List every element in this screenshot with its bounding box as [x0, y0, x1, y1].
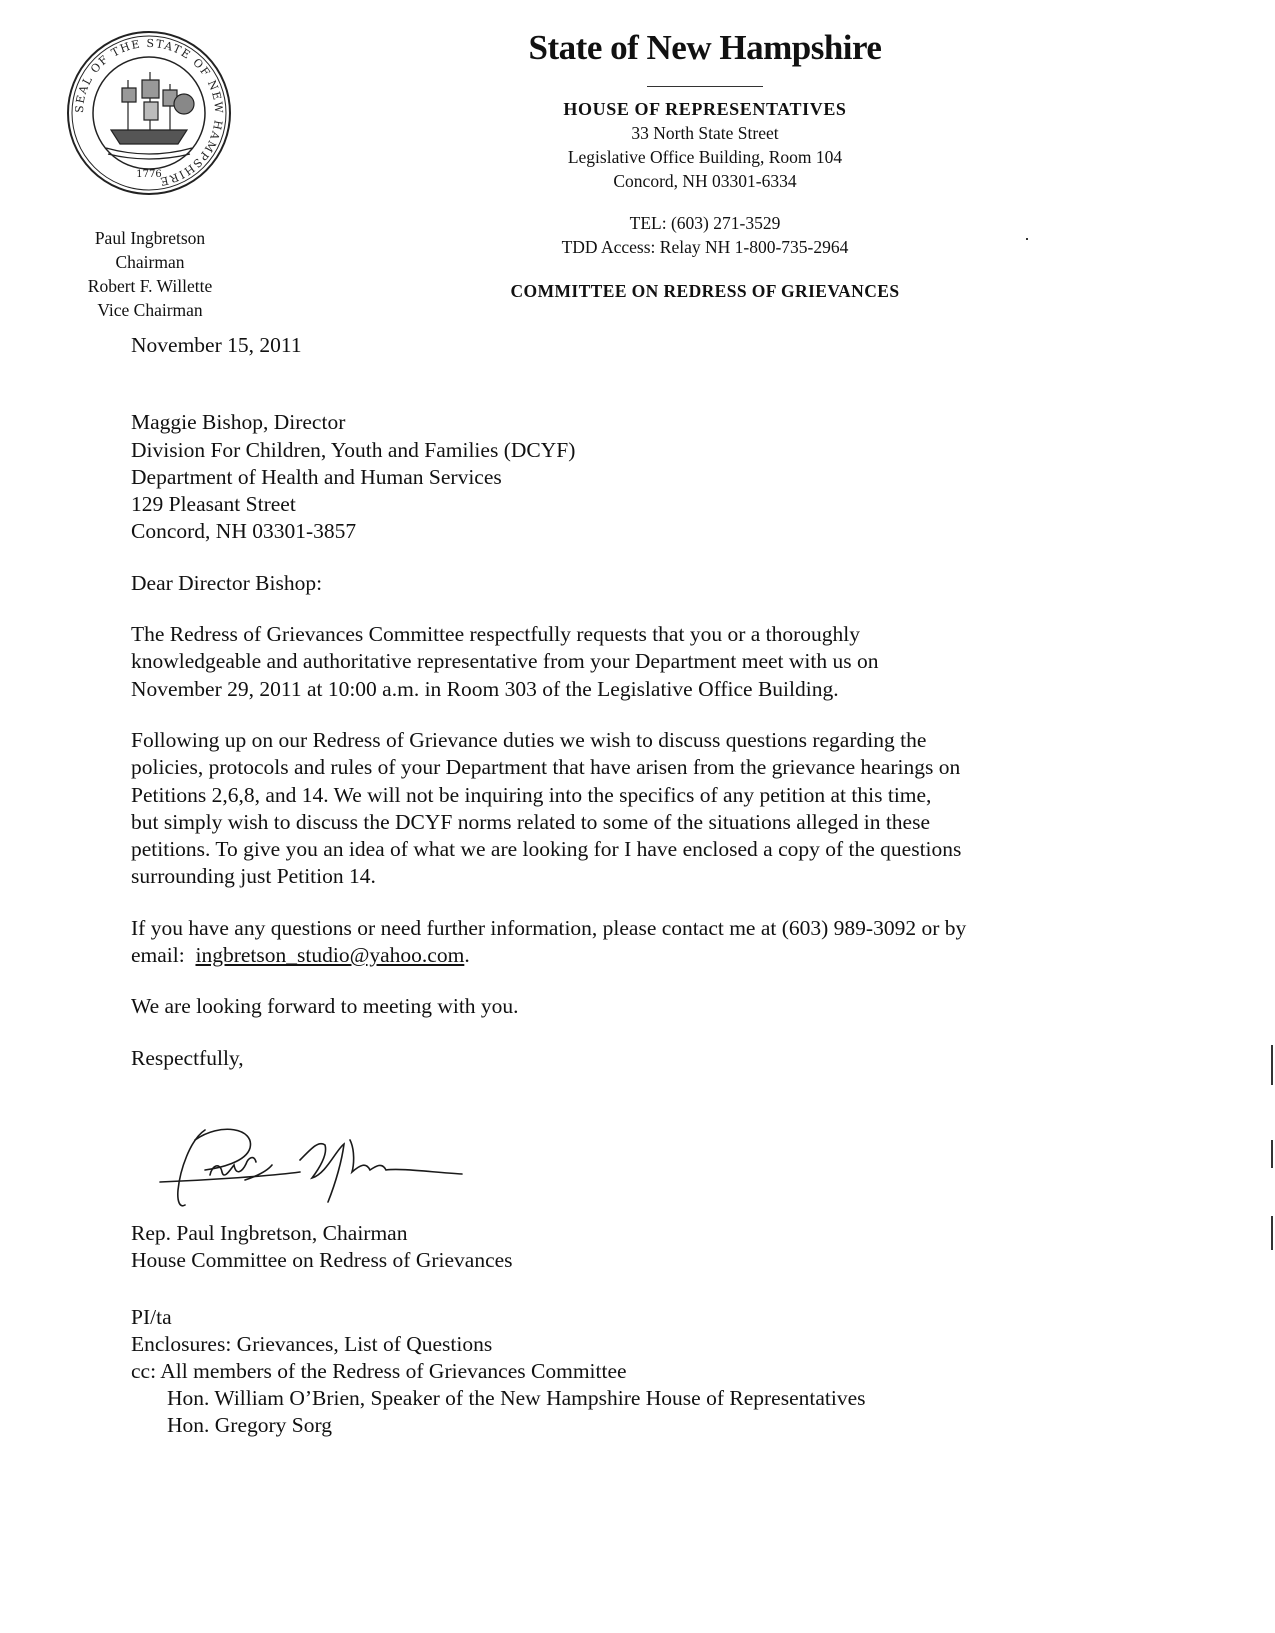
paragraph-line: policies, protocols and rules of your Department that have arisen from the grievance hearings on — [131, 755, 961, 780]
letterhead — [410, 24, 1000, 303]
signer-block — [131, 1220, 513, 1274]
letter-date: November 15, 2011 — [131, 333, 302, 357]
address-street: 33 North State Street — [631, 123, 779, 143]
telephone: TEL: (603) 271-3529 — [629, 213, 781, 233]
enclosures: Enclosures: Grievances, List of Questions — [131, 1332, 493, 1356]
closing: Respectfully, — [131, 1045, 244, 1070]
scan-edge-mark — [1271, 1140, 1273, 1168]
paragraph-contact — [131, 915, 1141, 970]
scan-edge-mark — [1271, 1216, 1273, 1250]
recipient-line: Concord, NH 03301-3857 — [131, 519, 357, 544]
letter-body — [131, 332, 1141, 1072]
house-name: HOUSE OF REPRESENTATIVES — [563, 99, 847, 119]
recipient-line: Division For Children, Youth and Families (DCYF) — [131, 437, 576, 462]
paragraph-line: If you have any questions or need further information, please contact me at (603) 989-3092 or by — [131, 915, 967, 940]
signer-committee: House Committee on Redress of Grievances — [131, 1248, 513, 1272]
officer-chairman-title: Chairman — [115, 252, 185, 272]
paragraph-closing-remark: We are looking forward to meeting with you. — [131, 994, 519, 1019]
committee-officers — [40, 226, 260, 322]
seal-year: 1776 — [136, 169, 162, 180]
reference-initials: PI/ta — [131, 1305, 172, 1329]
paragraph-line: surrounding just Petition 14. — [131, 864, 376, 889]
cc-line: Hon. William O’Brien, Speaker of the New Hampshire House of Representatives — [167, 1386, 866, 1410]
email-link[interactable]: ingbretson_studio@yahoo.com — [195, 943, 465, 968]
recipient-line: 129 Pleasant Street — [131, 492, 296, 517]
paragraph-line: knowledgeable and authoritative representative from your Department meet with us on — [131, 649, 879, 674]
tdd-access: TDD Access: Relay NH 1-800-735-2964 — [561, 237, 849, 257]
cc-line: cc: All members of the Redress of Grievances Committee — [131, 1359, 627, 1383]
seal-ring-text: SEAL OF THE STATE OF NEW HAMPSHIRE — [72, 36, 226, 189]
state-title: State of New Hampshire — [528, 28, 882, 67]
paragraph-line: Following up on our Redress of Grievance duties we wish to discuss questions regarding the — [131, 727, 927, 752]
handwritten-signature — [150, 1110, 480, 1225]
state-seal-logo — [66, 30, 232, 196]
scan-edge-mark — [1271, 1045, 1273, 1085]
paragraph-line: November 29, 2011 at 10:00 a.m. in Room 303 of the Legislative Office Building. — [131, 676, 839, 701]
letter-footer — [131, 1304, 866, 1439]
officer-vice-chairman-title: Vice Chairman — [97, 300, 203, 320]
recipient-line: Department of Health and Human Services — [131, 464, 502, 489]
signer-name: Rep. Paul Ingbretson, Chairman — [131, 1221, 408, 1245]
email-suffix: . — [464, 943, 470, 968]
paragraph-line: but simply wish to discuss the DCYF norms related to some of the situations alleged in these — [131, 809, 930, 834]
address-building: Legislative Office Building, Room 104 — [567, 147, 843, 167]
paragraph-line: Petitions 2,6,8, and 14. We will not be inquiring into the specifics of any petition at this time, — [131, 782, 932, 807]
address-city: Concord, NH 03301-6334 — [613, 171, 797, 191]
committee-name: COMMITTEE ON REDRESS OF GRIEVANCES — [510, 281, 900, 301]
paragraph-line: petitions. To give you an idea of what we are looking for I have enclosed a copy of the questions — [131, 837, 962, 862]
officer-vice-chairman-name: Robert F. Willette — [87, 276, 213, 296]
paragraph-request — [131, 621, 1141, 703]
email-label: email: — [131, 943, 196, 968]
paragraph-line: The Redress of Grievances Committee respectfully requests that you or a thoroughly — [131, 622, 861, 647]
recipient-line: Maggie Bishop, Director — [131, 410, 346, 435]
salutation: Dear Director Bishop: — [131, 570, 323, 595]
officer-chairman-name: Paul Ingbretson — [94, 228, 206, 248]
paragraph-purpose — [131, 727, 1141, 891]
recipient-address — [131, 409, 1141, 545]
cc-line: Hon. Gregory Sorg — [167, 1413, 333, 1437]
scan-speck — [1026, 238, 1028, 240]
title-divider — [647, 86, 763, 87]
